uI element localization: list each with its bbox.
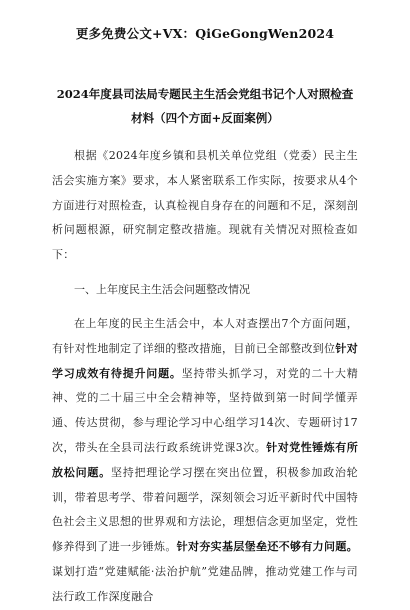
intro-paragraph: 根据《2024年度乡镇和县机关单位党组（党委）民主生活会实施方案》要求，本人紧密联系工作实际，按要求从4个方面进行对照检查，认真检视自身存在的问题和不足，深刻剖析问题根源，研究制定整改措施。现就有关情况对照检查如下： [52,149,358,262]
bold-lead-1: 针对学习成效有待提升问题。 [52,341,358,380]
watermark-text: 更多免费公文+VX：QiGeGongWen2024 [75,26,335,41]
paragraph-text: 谋划打造“党建赋能·法治护航”党建品牌，推动党建工作与司法行政工作深度融合 [52,564,358,603]
document-title-line1: 2024年度县司法局专题民主生活会党组书记个人对照检查 [56,87,354,101]
paragraph-text: 坚持带头抓学习，对党的二十大精神、党的二十届三中全会精神等，坚持做到第一时间学懂弄通、传达贯彻，参与理论学习中心组学习14次、专题研讨17次，带头在全县司法行政系统讲党课3次。 [52,366,358,454]
paragraph-text: 坚持把理论学习摆在突出位置，积极参加政治轮训，带着思考学、带着问题学，深刻领会习近平新时代中国特色社会主义思想的世界观和方法论，理想信念更加坚定，党性修养得到了进一步锤炼。 [52,465,358,554]
paragraph-text: 在上年度的民主生活会中，本人对查摆出7个方面问题，有针对性地制定了详细的整改措施，目前已全部整改到位 [52,316,358,355]
bold-lead-2: 针对党性锤炼有所放松问题。 [52,440,358,479]
bold-lead-3: 针对夯实基层堡垒还不够有力问题。 [176,540,358,554]
section-paragraph [52,312,358,610]
document-title-line2: 材料（四个方面+反面案例） [131,111,279,125]
section-heading: 一、上年度民主生活会问题整改情况 [74,282,250,296]
